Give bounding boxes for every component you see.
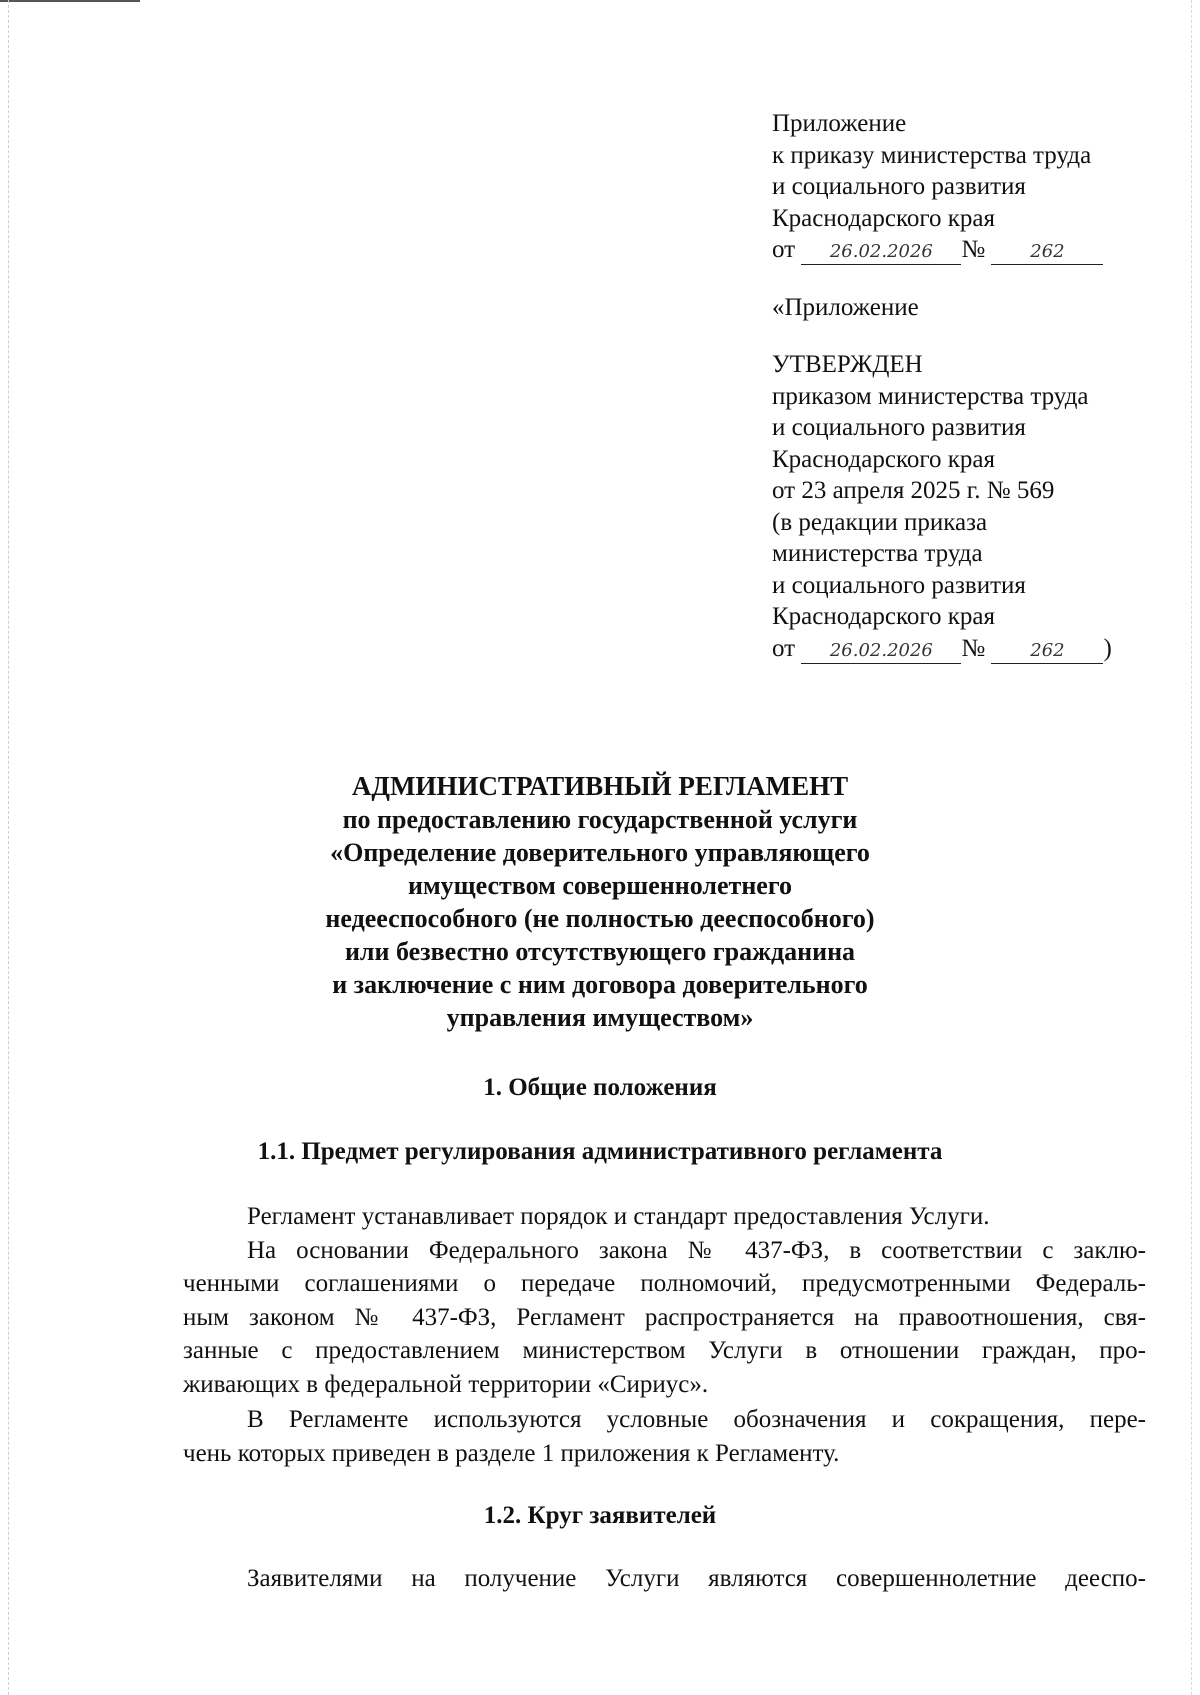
paragraph bbox=[183, 1234, 1146, 1268]
number-prefix: № bbox=[961, 236, 986, 263]
revision-date-line bbox=[772, 633, 1182, 665]
document-title bbox=[150, 770, 1050, 1034]
paragraph-line: Регламент устанавливает порядок и стандарт предоставления Услуги. bbox=[247, 1203, 990, 1230]
approved-line: министерства труда bbox=[772, 540, 983, 567]
quoted-appendix-line: «Приложение bbox=[772, 293, 919, 321]
paragraph bbox=[183, 1403, 1146, 1437]
title-line: или безвестно отсутствующего гражданина bbox=[344, 937, 856, 966]
approved-line: Краснодарского края bbox=[772, 445, 995, 473]
number-prefix: № bbox=[961, 634, 986, 662]
paragraph bbox=[183, 1200, 1146, 1234]
title-line: имуществом совершеннолетнего bbox=[407, 871, 792, 900]
body-text bbox=[183, 1200, 1146, 1401]
body-text bbox=[183, 1403, 1146, 1470]
title-line: управления имуществом» bbox=[446, 1003, 754, 1032]
scan-top-rule bbox=[0, 0, 140, 2]
appendix-line: Приложение bbox=[772, 110, 907, 137]
closing-paren: ) bbox=[1103, 634, 1112, 662]
subsection-heading: 1.1. Предмет регулирования административного регламента bbox=[257, 1138, 943, 1165]
paragraph-line: На основании Федерального закона № 437-ФЗ, в соответствии с заклю- bbox=[247, 1236, 1146, 1264]
date-prefix: от bbox=[772, 634, 796, 662]
title-line: по предоставлению государственной услуги bbox=[342, 805, 858, 834]
appendix-header bbox=[772, 108, 1182, 664]
title-line: «Определение доверительного управляющего bbox=[330, 838, 870, 867]
handwritten-date: 26.02.2026 bbox=[801, 639, 961, 664]
handwritten-number: 262 bbox=[991, 240, 1103, 265]
approved-line: (в редакции приказа bbox=[772, 508, 988, 536]
approved-line: и социального развития bbox=[772, 414, 1026, 441]
section-heading: 1. Общие положения bbox=[483, 1074, 717, 1101]
approved-line: Краснодарского края bbox=[772, 603, 995, 630]
date-prefix: от bbox=[772, 236, 796, 263]
paragraph-line: Заявителями на получение Услуги являются совершеннолетние дееспо- bbox=[247, 1565, 1146, 1592]
approved-line: приказом министерства труда bbox=[772, 382, 1089, 410]
paragraph-line: занные с предоставлением министерством Услуги в отношении граждан, про- bbox=[183, 1337, 1146, 1364]
subsection-heading: 1.2. Круг заявителей bbox=[483, 1502, 717, 1529]
paragraph-line: живающих в федеральной территории «Сириус». bbox=[183, 1370, 709, 1398]
scan-right-edge bbox=[1191, 0, 1192, 1695]
paragraph-line: чень которых приведен в разделе 1 приложения к Регламенту. bbox=[183, 1439, 840, 1467]
paragraph-line: В Регламенте используются условные обозначения и сокращения, пере- bbox=[247, 1406, 1146, 1433]
title-line: недееспособного (не полностью дееспособного) bbox=[325, 904, 875, 933]
handwritten-date: 26.02.2026 bbox=[801, 240, 961, 265]
paragraph bbox=[183, 1562, 1146, 1596]
scan-left-edge bbox=[8, 0, 9, 1695]
handwritten-number: 262 bbox=[991, 639, 1103, 664]
appendix-line: Краснодарского края bbox=[772, 204, 995, 232]
paragraph-line: ченными соглашениями о передаче полномочий, предусмотренными Федераль- bbox=[183, 1270, 1146, 1297]
approved-line: от 23 апреля 2025 г. № 569 bbox=[772, 477, 1055, 504]
approved-line: и социального развития bbox=[772, 571, 1026, 599]
appendix-line: и социального развития bbox=[772, 173, 1026, 200]
approved-label: УТВЕРЖДЕН bbox=[772, 351, 923, 378]
appendix-line: к приказу министерства труда bbox=[772, 141, 1092, 169]
title-line: АДМИНИСТРАТИВНЫЙ РЕГЛАМЕНТ bbox=[351, 771, 849, 801]
body-text bbox=[183, 1562, 1146, 1596]
paragraph-line: ным законом № 437-ФЗ, Регламент распространяется на правоотношения, свя- bbox=[183, 1303, 1146, 1331]
title-line: и заключение с ним договора доверительного bbox=[332, 970, 868, 999]
order-date-line bbox=[772, 234, 1182, 266]
